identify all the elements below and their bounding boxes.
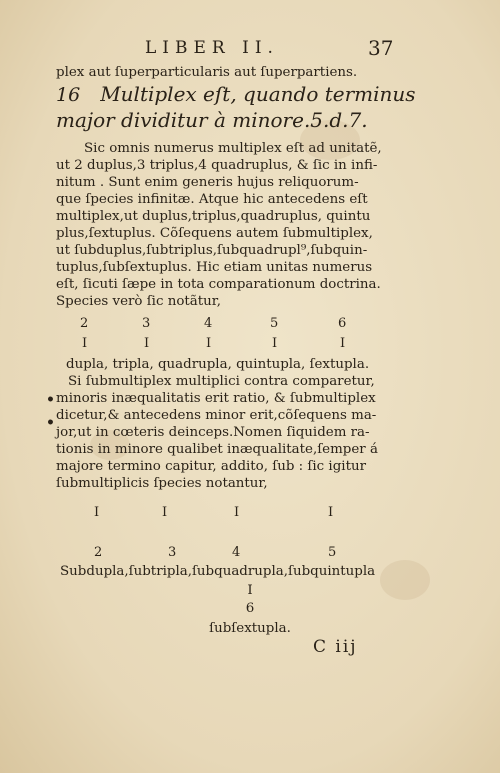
text-line: ſubmultiplicis ſpecies notantur, (56, 476, 268, 491)
extra-name: ſubſextupla. (209, 621, 291, 636)
extra-number: 6 (245, 601, 255, 616)
section-number: 16 (56, 84, 81, 106)
table-cell: 6 (338, 316, 347, 331)
text-line: dicetur,& antecedens minor erit,cõſequens ma- (56, 408, 377, 423)
table-cell: I (328, 505, 334, 520)
submultiple-names: Subdupla,ſubtripla,ſubquadrupla,ſubquintupla (60, 564, 376, 579)
text-line: tuplus,ſubſextuplus. Hic etiam unitas numerus (56, 260, 373, 275)
text-line: Sic omnis numerus multiplex eſt ad unitatẽ, (84, 141, 382, 156)
margin-mark: • (46, 415, 55, 431)
text-line: que ſpecies infinitæ. Atque hic antecedens eſt (56, 192, 368, 207)
table-cell: I (144, 336, 150, 351)
running-title: LIBER II. (145, 38, 279, 58)
table-cell: 3 (142, 316, 151, 331)
running-head (0, 38, 500, 60)
table-cell: I (162, 505, 168, 520)
text-line: ut 2 duplus,3 triplus,4 quadruplus, & ſic in infi- (56, 158, 378, 173)
heading-text-2: major dividitur à minore.5.d.7. (56, 108, 368, 132)
table-cell: 3 (168, 545, 177, 560)
text-line: Species verò ſic notãtur, (56, 294, 221, 309)
text-line: plus,ſextuplus. Cõſequens autem ſubmultiplex, (56, 226, 373, 241)
submultiple-numbers-row (56, 545, 396, 562)
submultiple-unit-row (56, 505, 396, 522)
text-line: Si ſubmultiplex multiplici contra comparetur, (68, 374, 375, 389)
text-line: ut ſubduplus,ſubtriplus,ſubquadrupl⁹,ſubquin- (56, 243, 368, 258)
text-line: multiplex,ut duplus,triplus,quadruplus, quintu (56, 209, 371, 224)
table-cell: I (234, 505, 240, 520)
species-numbers-row (56, 316, 396, 333)
signature-mark: C iij (313, 637, 358, 657)
table-cell: 4 (204, 316, 213, 331)
text-line: jor,ut in cœteris deinceps.Nomen ſiquidem ra- (56, 425, 370, 440)
text-line: majore termino capitur, addito, ſub : ſic igitur (56, 459, 366, 474)
table-cell: I (272, 336, 278, 351)
table-cell: I (340, 336, 346, 351)
table-cell: 5 (270, 316, 279, 331)
species-unit-row (56, 336, 396, 353)
section-heading (56, 82, 416, 107)
heading-text-1: Multiplex eſt, quando terminus (100, 82, 416, 106)
text-line: nitum . Sunt enim generis hujus reliquorum- (56, 175, 359, 190)
text-line: plex aut ſuperparticularis aut ſuperpartiens. (56, 65, 358, 80)
table-cell: 4 (232, 545, 241, 560)
extra-unit: I (247, 583, 253, 598)
table-cell: 2 (80, 316, 89, 331)
text-line: tionis in minore qualibet inæqualitate,ſemper á (56, 442, 378, 457)
table-cell: 2 (94, 545, 103, 560)
text-line: eſt, ſicuti ſæpe in tota comparationum doctrina. (56, 277, 381, 292)
table-cell: I (206, 336, 212, 351)
text-line: minoris inæqualitatis erit ratio, & ſubmultiplex (56, 391, 376, 406)
table-cell: I (94, 505, 100, 520)
margin-mark: • (46, 392, 55, 408)
table-cell: I (82, 336, 88, 351)
table-cell: 5 (328, 545, 337, 560)
species-names: dupla, tripla, quadrupla, quintupla, ſextupla. (66, 357, 370, 372)
page-number: 37 (368, 36, 394, 60)
